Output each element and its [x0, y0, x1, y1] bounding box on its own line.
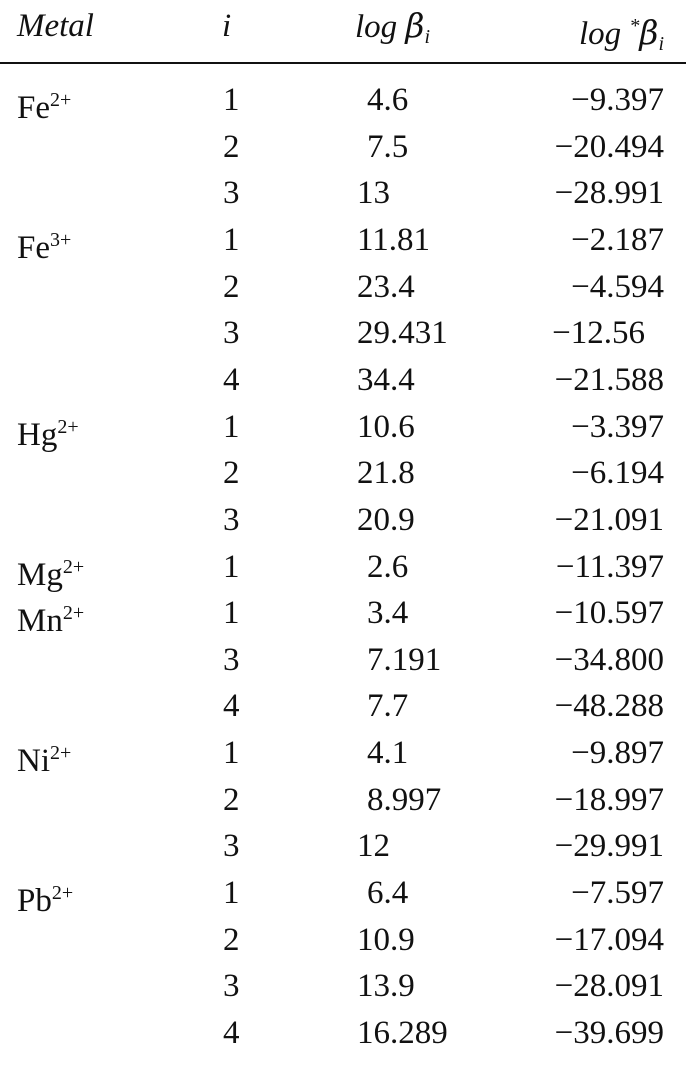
log-beta-cell: 21.8 [357, 455, 415, 491]
log-beta-cell: 7.5 [367, 129, 409, 165]
log-star-beta-cell: −21.588 [554, 362, 664, 398]
log-beta-cell: 4.1 [367, 735, 409, 771]
metal-symbol: Mg [17, 557, 63, 593]
i-cell: 2 [223, 922, 240, 958]
header-rule [0, 62, 686, 64]
table-row [0, 781, 686, 819]
metal-charge: 2+ [50, 742, 72, 764]
metal-cell [17, 734, 71, 780]
table-row [0, 361, 686, 399]
log-star-beta-cell: −9.397 [571, 82, 664, 118]
log-star-beta-cell: −20.494 [554, 129, 664, 165]
i-cell: 3 [223, 175, 240, 211]
log-beta-cell: 7.191 [367, 642, 442, 678]
metal-cell [17, 221, 71, 267]
log-beta-cell: 3.4 [367, 595, 409, 631]
log-beta-cell: 10.6 [357, 409, 415, 445]
i-cell: 2 [223, 782, 240, 818]
header-log-star-beta-star: * [629, 15, 640, 37]
header-log-star-beta-symbol: β [639, 13, 659, 52]
i-cell: 4 [223, 362, 240, 398]
header-log-beta [355, 6, 430, 57]
i-cell: 3 [223, 642, 240, 678]
table-row [0, 548, 686, 593]
i-cell: 1 [223, 549, 240, 585]
metal-cell [17, 594, 84, 640]
table-row [0, 967, 686, 1005]
table-row [0, 81, 686, 126]
log-star-beta-cell: −18.997 [554, 782, 664, 818]
log-beta-cell: 23.4 [357, 269, 415, 305]
i-cell: 3 [223, 502, 240, 538]
metal-charge: 2+ [62, 602, 85, 624]
header-log-star-beta-prefix: log [578, 16, 630, 52]
table-row [0, 734, 686, 779]
log-beta-cell: 11.81 [357, 222, 431, 258]
log-star-beta-cell: −29.991 [554, 828, 664, 864]
table-row [0, 827, 686, 865]
table-row [0, 1014, 686, 1052]
log-beta-cell: 7.7 [367, 688, 409, 724]
i-cell: 1 [223, 82, 240, 118]
log-star-beta-cell: −3.397 [571, 409, 664, 445]
table-row [0, 874, 686, 919]
i-cell: 1 [223, 595, 240, 631]
log-beta-cell: 6.4 [367, 875, 409, 911]
log-star-beta-cell: −12.56 [552, 315, 645, 351]
log-star-beta-cell: −10.597 [554, 595, 664, 631]
metal-symbol: Fe [17, 90, 50, 126]
log-beta-cell: 20.9 [357, 502, 415, 538]
metal-symbol: Fe [17, 230, 50, 266]
header-metal: Metal [17, 8, 94, 44]
table-row [0, 641, 686, 679]
log-star-beta-cell: −17.094 [554, 922, 664, 958]
log-beta-cell: 10.9 [357, 922, 415, 958]
i-cell: 1 [223, 222, 240, 258]
header-log-beta-subscript: i [424, 26, 431, 48]
metal-charge: 2+ [57, 416, 79, 438]
log-beta-cell: 12 [357, 828, 390, 864]
metal-charge: 2+ [62, 556, 85, 578]
metal-cell [17, 408, 79, 454]
log-beta-cell: 2.6 [367, 549, 409, 585]
metal-cell [17, 548, 84, 594]
log-beta-cell: 13 [357, 175, 390, 211]
log-beta-cell: 4.6 [367, 82, 409, 118]
log-star-beta-cell: −9.897 [571, 735, 664, 771]
log-star-beta-cell: −48.288 [554, 688, 664, 724]
table-row [0, 501, 686, 539]
table-row [0, 454, 686, 492]
i-cell: 2 [223, 455, 240, 491]
log-beta-cell: 8.997 [367, 782, 442, 818]
table-row [0, 921, 686, 959]
table-row [0, 268, 686, 306]
i-cell: 2 [223, 269, 240, 305]
table-row [0, 221, 686, 266]
header-log-beta-prefix: log [355, 9, 406, 45]
metal-symbol: Ni [17, 743, 50, 779]
i-cell: 3 [223, 828, 240, 864]
table-row [0, 687, 686, 725]
header-log-star-beta [579, 6, 664, 64]
i-cell: 3 [223, 968, 240, 1004]
table-row [0, 594, 686, 639]
metal-charge: 3+ [50, 229, 72, 251]
log-star-beta-cell: −7.597 [571, 875, 664, 911]
i-cell: 2 [223, 129, 240, 165]
metal-symbol: Mn [17, 603, 63, 639]
metal-cell [17, 81, 71, 127]
i-cell: 4 [223, 1015, 240, 1051]
log-star-beta-cell: −11.397 [555, 549, 664, 585]
log-star-beta-cell: −28.091 [554, 968, 664, 1004]
table-row [0, 408, 686, 453]
log-beta-cell: 29.431 [357, 315, 448, 351]
log-star-beta-cell: −4.594 [571, 269, 664, 305]
i-cell: 4 [223, 688, 240, 724]
i-cell: 1 [223, 875, 240, 911]
table-row [0, 174, 686, 212]
log-star-beta-cell: −39.699 [554, 1015, 664, 1051]
header-i: i [222, 8, 232, 44]
metal-cell [17, 874, 73, 920]
metal-charge: 2+ [51, 882, 74, 904]
header-log-star-beta-subscript: i [658, 33, 664, 55]
log-star-beta-cell: −28.991 [554, 175, 664, 211]
log-star-beta-cell: −6.194 [571, 455, 664, 491]
metal-symbol: Pb [17, 883, 52, 919]
log-star-beta-cell: −21.091 [554, 502, 664, 538]
log-beta-cell: 16.289 [357, 1015, 448, 1051]
i-cell: 1 [223, 409, 240, 445]
i-cell: 3 [223, 315, 240, 351]
header-log-beta-symbol: β [405, 6, 425, 45]
log-beta-cell: 13.9 [357, 968, 415, 1004]
table-row [0, 314, 686, 352]
log-star-beta-cell: −34.800 [554, 642, 664, 678]
log-beta-cell: 34.4 [357, 362, 415, 398]
log-star-beta-cell: −2.187 [571, 222, 664, 258]
metal-symbol: Hg [17, 417, 58, 453]
metal-charge: 2+ [50, 89, 72, 111]
i-cell: 1 [223, 735, 240, 771]
table-row [0, 128, 686, 166]
